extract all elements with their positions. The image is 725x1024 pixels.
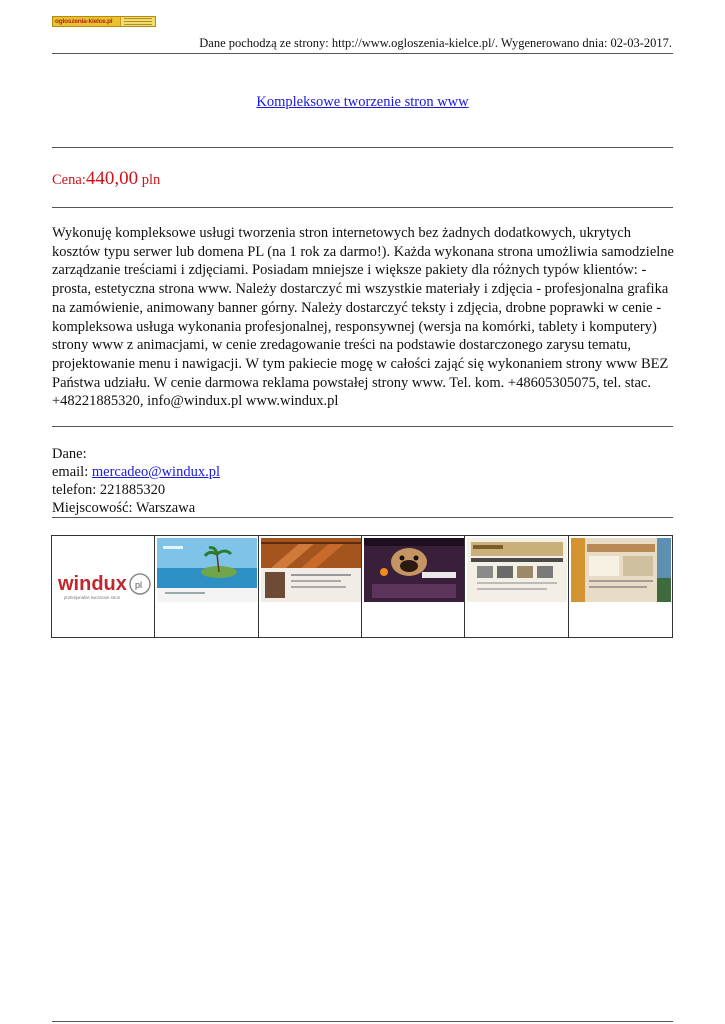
phone-value: 221885320	[99, 482, 166, 498]
price	[52, 168, 160, 190]
email-label: email:	[52, 464, 89, 480]
divider	[52, 426, 673, 427]
price-currency: pln	[141, 172, 161, 188]
listing-description: Wykonuję kompleksowe usługi tworzenia stron internetowych bez żadnych dodatkowych, ukrytych kosztów typu serwer lub domena PL (na 1 rok za darmo!). Każda wykonana strona umożliwia samodzielne zarządzanie treściami i zdjęciami. Posiadam mniejsze i większe pakiety dla różnych typów klientów: - prosta, estetyczna strona www. Należy dostarczyć mi wszystkie materiały i zdjęcia - profesjonalna grafika na zamówienie, animowany banner górny. Należy dostarczyć teksty i zdjęcia, drobne poprawki w cenie - kompleksowa usługa wykonania profesjonalnej, responsywnej (wersja na komórki, tablety i komputery) strony www z animacjami, w cenie zredagowanie treści na podstawie dostarczonego zarysu tematu, projektowanie menu i nawigacji. W tym pakiecie mogę w całości zająć się wykonaniem strony www BEZ Państwa udziału. W cenie darmowa reklama powstałej strony www. Tel. kom. +48605305075, tel. stac. +48221885320, info@windux.pl www.windux.pl	[52, 225, 674, 410]
city-label: Miejscowość:	[52, 500, 133, 516]
windux-logo-suffix: pl	[135, 580, 143, 590]
phone-label: telefon:	[52, 482, 97, 498]
gallery-image-machinery-website[interactable]	[465, 536, 568, 637]
gallery-image-wood-stairs-website[interactable]	[259, 536, 362, 637]
windux-logo-image	[56, 566, 152, 602]
contact-phone-row	[52, 481, 220, 499]
gallery-image-dog-website[interactable]	[362, 536, 465, 637]
divider	[52, 147, 673, 148]
gallery-image-island-website[interactable]	[155, 536, 258, 637]
contact-email-row	[52, 463, 220, 481]
dog-website-thumbnail	[364, 538, 464, 602]
image-gallery	[51, 535, 673, 638]
listing-title-link[interactable]: Kompleksowe tworzenie stron www	[256, 94, 469, 110]
page-bottom-divider	[52, 1021, 673, 1022]
landscape-website-thumbnail	[571, 538, 671, 602]
city-value: Warszawa	[135, 500, 196, 516]
windux-logo-text: windux	[58, 573, 127, 595]
machinery-website-thumbnail	[467, 538, 567, 602]
island-website-thumbnail	[157, 538, 257, 602]
windux-logo-tagline: profesjonalne tworzenie stron	[64, 595, 121, 600]
site-logo-text: ogloszenia-kielce.pl	[55, 18, 113, 25]
gallery-image-windux-logo[interactable]	[52, 536, 155, 637]
contact-block	[52, 445, 220, 517]
contact-heading: Dane:	[52, 446, 87, 462]
price-label: Cena:	[52, 172, 86, 188]
price-value: 440,00	[85, 168, 139, 189]
site-logo-tagline-graphic	[120, 17, 155, 26]
wood-stairs-website-thumbnail	[261, 538, 361, 602]
gallery-image-landscape-website[interactable]	[569, 536, 672, 637]
contact-city-row	[52, 499, 220, 517]
divider	[52, 517, 673, 518]
divider	[52, 53, 673, 54]
source-line: Dane pochodzą ze strony: http://www.ogloszenia-kielce.pl/. Wygenerowano dnia: 02-03-2017.	[199, 36, 672, 50]
divider	[52, 207, 673, 208]
site-logo[interactable]	[52, 16, 156, 27]
email-link[interactable]: mercadeo@windux.pl	[91, 464, 220, 480]
